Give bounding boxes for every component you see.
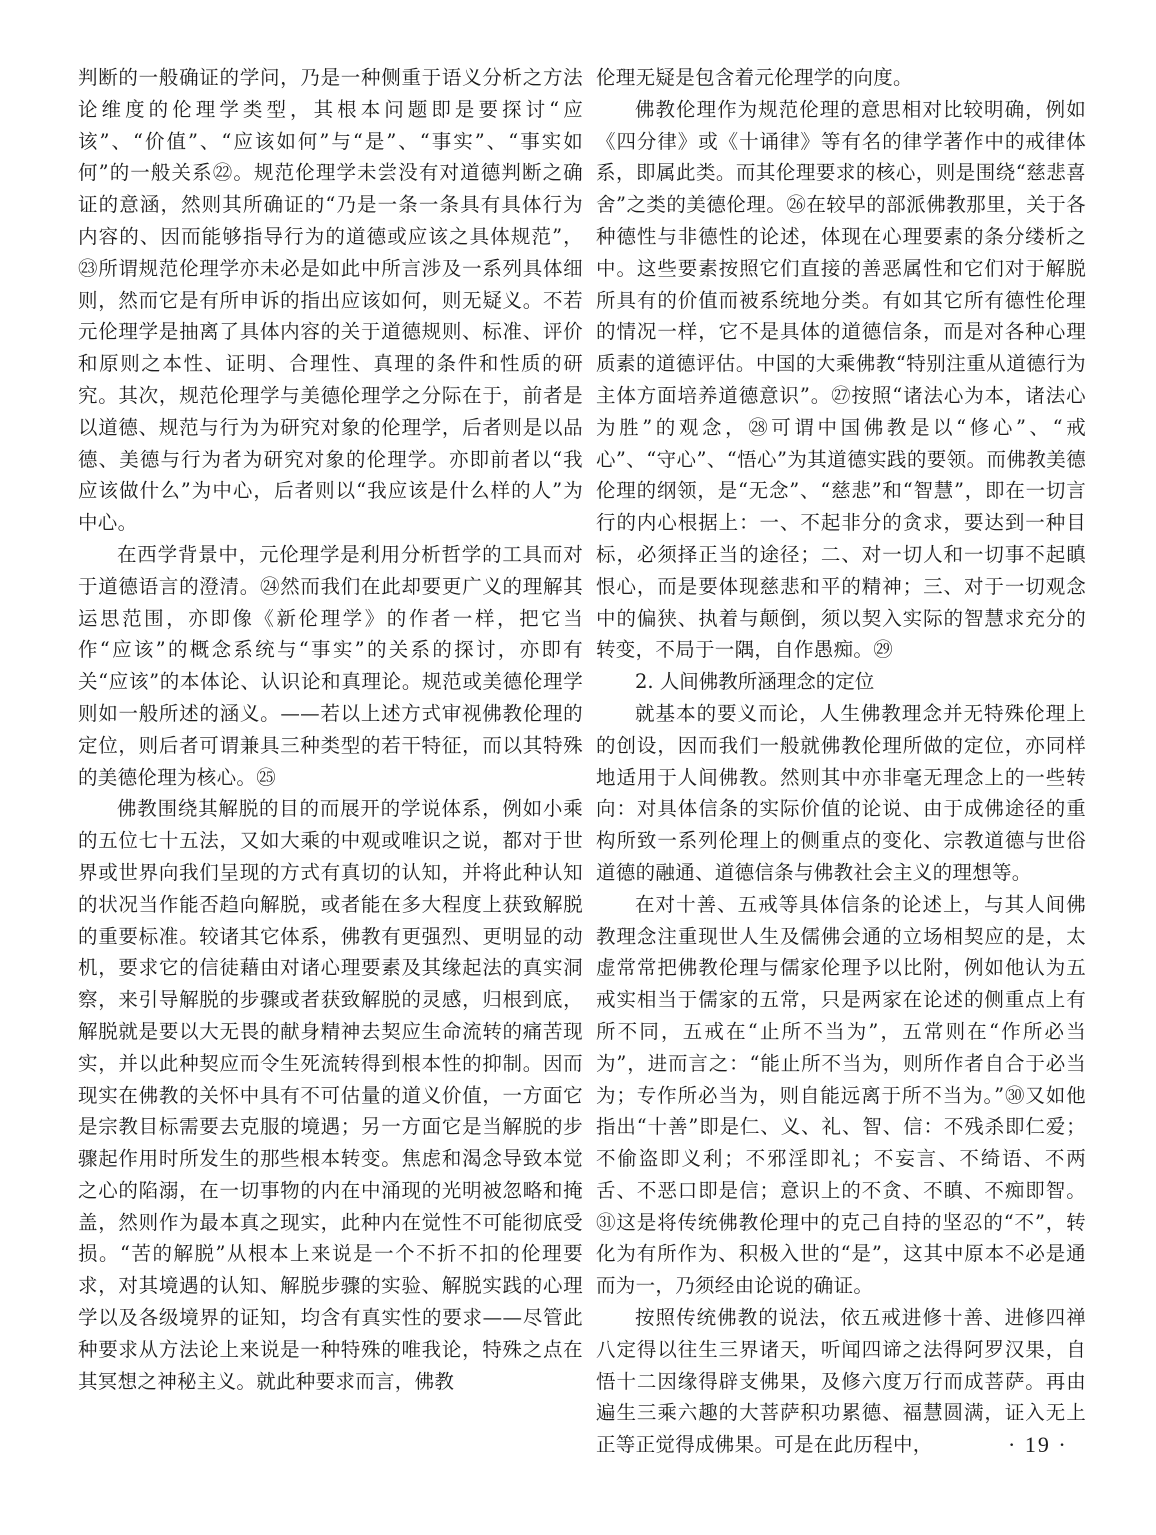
left-paragraph-2: 在西学背景中，元伦理学是利用分析哲学的工具而对于道德语言的澄清。㉔然而我们在此却要更广义的理解其运思范围，亦即像《新伦理学》的作者一样，把它当作“应该”的概念系统与“事实”的关系的探讨，亦即有关“应该”的本体论、认识论和真理论。规范或美德伦理学则如一般所述的涵义。——若以上述方式审视佛教伦理的定位，则后者可谓兼具三种类型的若干特征，而以其特殊的美德伦理为核心。㉕ — [78, 542, 583, 789]
right-paragraph-2: 佛教伦理作为规范伦理的意思相对比较明确，例如《四分律》或《十诵律》等有名的律学著作中的戒律体系，即属此类。而其伦理要求的核心，则是围绕“慈悲喜舍”之类的美德伦理。㉖在较早的部派佛教那里，关于各种德性与非德性的论述，体现在心理要素的条分缕析之中。这些要素按照它们直接的善恶属性和它们对于解脱所具有的价值而被系统地分类。有如其它所有德性伦理的情况一样，它不是具体的道德信条，而是对各种心理质素的道德评估。中国的大乘佛教“特别注重从道德行为主体方面培养道德意识”。㉗按照“诸法心为本，诸法心为胜”的观念，㉘可谓中国佛教是以“修心”、“戒心”、“守心”、“悟心”为其道德实践的要领。而佛教美德伦理的纲领，是“无念”、“慈悲”和“智慧”，即在一切言行的内心根据上：一、不起非分的贪求，要达到一种目标，必须择正当的途径；二、对一切人和一切事不起瞋恨心，而是要体现慈悲和平的精神；三、对于一切观念中的偏狭、执着与颠倒，须以契入实际的智慧求充分的转变，不局于一隅，自作愚痴。㉙ — [596, 97, 1086, 662]
right-paragraph-3: 就基本的要义而论，人生佛教理念并无特殊伦理上的创设，因而我们一般就佛教伦理所做的定位，亦同样地适用于人间佛教。然则其中亦非毫无理念上的一些转向：对具体信条的实际价值的论说、由于成佛途径的重构所致一系列伦理上的侧重点的变化、宗教道德与世俗道德的融通、道德信条与佛教社会主义的理想等。 — [596, 701, 1086, 884]
right-paragraph-4: 在对十善、五戒等具体信条的论述上，与其人间佛教理念注重现世人生及儒佛会通的立场相契应的是，太虚常常把佛教伦理与儒家伦理予以比附，例如他认为五戒实相当于儒家的五常，只是两家在论述的侧重点上有所不同，五戒在“止所不当为”，五常则在“作所必当为”，进而言之：“能止所不当为，则所作者自合于必当为；专作所必当为，则自能远离于所不当为。”㉚又如他指出“十善”即是仁、义、礼、智、信：不残杀即仁爱；不偷盗即义利；不邪淫即礼；不妄言、不绮语、不两舌、不恶口即是信；意识上的不贪、不瞋、不痴即智。㉛这是将传统佛教伦理中的克己自持的坚忍的“不”，转化为有所作为、积极入世的“是”，这其中原本不必是通而为一，乃须经由论说的确证。 — [596, 892, 1086, 1298]
right-paragraph-5: 按照传统佛教的说法，依五戒进修十善、进修四禅八定得以往生三界诸天，听闻四谛之法得阿罗汉果，自悟十二因缘得辟支佛果，及修六度万行而成菩萨。再由遍生三乘六趣的大菩萨积功累德、福慧圆满，证入无上正等正觉得成佛果。可是在此历程中， — [596, 1306, 1086, 1457]
right-column — [596, 62, 1086, 1461]
section-heading: 2. 人间佛教所涵理念的定位 — [635, 670, 875, 694]
left-paragraph-1: 判断的一般确证的学问，乃是一种侧重于语义分析之方法论维度的伦理学类型，其根本问题即是要探讨“应该”、“价值”、“应该如何”与“是”、“事实”、“事实如何”的一般关系㉒。规范伦理学未尝没有对道德判断之确证的意涵，然则其所确证的“乃是一条一条具有具体行为内容的、因而能够指导行为的道德或应该之具体规范”，㉓所谓规范伦理学亦未必是如此中所言涉及一系列具体细则，然而它是有所申诉的指出应该如何，则无疑义。不若元伦理学是抽离了具体内容的关于道德规则、标准、评价和原则之本性、证明、合理性、真理的条件和性质的研究。其次，规范伦理学与美德伦理学之分际在于，前者是以道德、规范与行为为研究对象的伦理学，后者则是以品德、美德与行为者为研究对象的伦理学。亦即前者以“我应该做什么”为中心，后者则以“我应该是什么样的人”为中心。 — [78, 66, 583, 535]
page-number: · 19 · — [1008, 1432, 1068, 1457]
left-column — [78, 62, 583, 1397]
left-paragraph-3: 佛教围绕其解脱的目的而展开的学说体系，例如小乘的五位七十五法，又如大乘的中观或唯识之说，都对于世界或世界向我们呈现的方式有真切的认知，并将此种认知的状况当作能否趋向解脱，或者能在多大程度上获致解脱的重要标准。较诸其它体系，佛教有更强烈、更明显的动机，要求它的信徒藉由对诸心理要素及其缘起法的真实洞察，来引导解脱的步骤或者获致解脱的灵感，归根到底，解脱就是要以大无畏的献身精神去契应生命流转的痛苦现实，并以此种契应而令生死流转得到根本性的抑制。因而现实在佛教的关怀中具有不可估量的道义价值，一方面它是宗教目标需要去克服的境遇；另一方面它是当解脱的步骤起作用时所发生的那些根本转变。焦虑和渴念导致本觉之心的陷溺，在一切事物的内在中涌现的光明被忽略和掩盖，然则作为最本真之现实，此种内在觉性不可能彻底受损。“苦的解脱”从根本上来说是一个不折不扣的伦理要求，对其境遇的认知、解脱步骤的实验、解脱实践的心理学以及各级境界的证知，均含有真实性的要求——尽管此种要求从方法论上来说是一种特殊的唯我论，特殊之点在其冥想之神秘主义。就此种要求而言，佛教 — [78, 797, 583, 1393]
right-paragraph-1: 伦理无疑是包含着元伦理学的向度。 — [596, 66, 913, 89]
